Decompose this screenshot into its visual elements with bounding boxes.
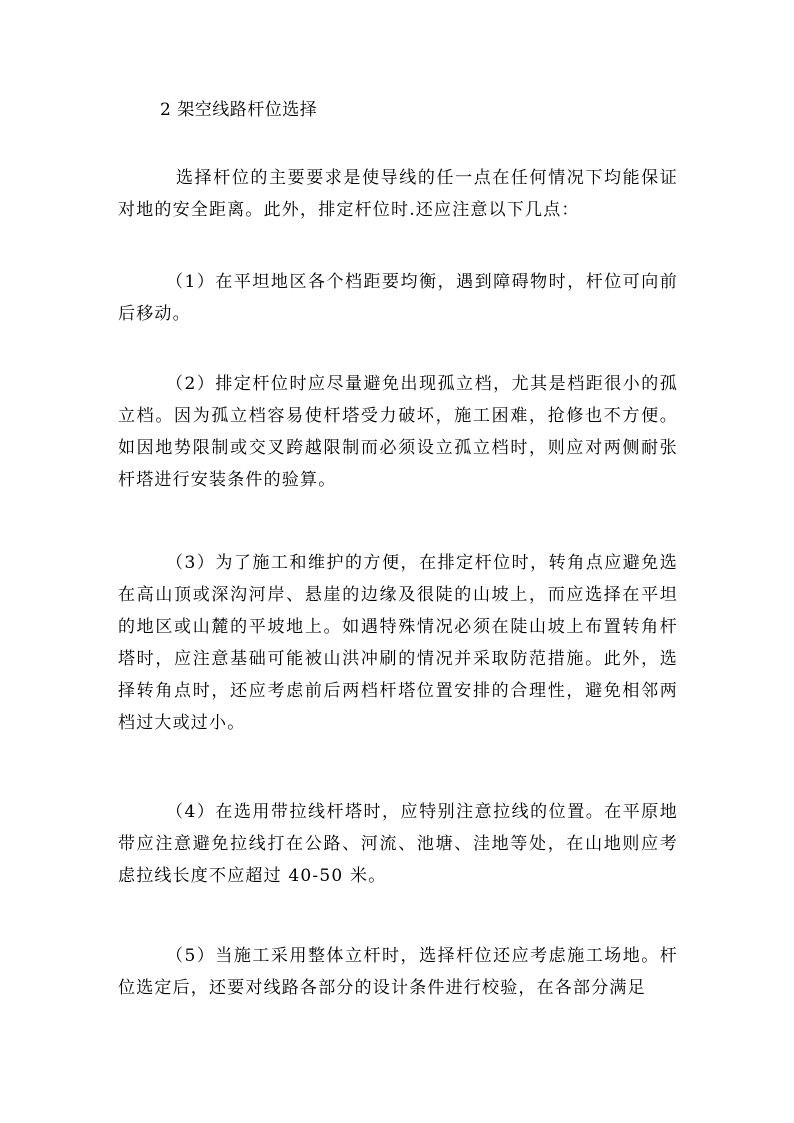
point-5-paragraph: （5）当施工采用整体立杆时，选择杆位还应考虑施工场地。杆位选定后，还要对线路各部分的设计条件进行校验，在各部分满足 — [118, 946, 678, 998]
intro-paragraph: 选择杆位的主要要求是使导线的任一点在任何情况下均能保证对地的安全距离。此外，排定杆位时.还应注意以下几点： — [118, 168, 678, 220]
point-1-paragraph: （1）在平坦地区各个档距要均衡，遇到障碍物时，杆位可向前后移动。 — [118, 272, 678, 324]
point-4-paragraph: （4）在选用带拉线杆塔时，应特别注意拉线的位置。在平原地带应注意避免拉线打在公路、河流、池塘、洼地等处，在山地则应考虑拉线长度不应超过 40-50 米。 — [118, 802, 678, 886]
point-2-paragraph: （2）排定杆位时应尽量避免出现孤立档，尤其是档距很小的孤立档。因为孤立档容易使杆塔受力破坏，施工困难，抢修也不方便。如因地势限制或交叉跨越限制而必须设立孤立档时，则应对两侧耐张杆塔进行安装条件的验算。 — [118, 374, 678, 490]
section-heading: 2 架空线路杆位选择 — [160, 100, 318, 120]
point-3-paragraph: （3）为了施工和维护的方便，在排定杆位时，转角点应避免选在高山顶或深沟河岸、悬崖的边缘及很陡的山坡上，而应选择在平坦的地区或山麓的平坡地上。如遇特殊情况必须在陡山坡上布置转角杆塔时，应注意基础可能被山洪冲刷的情况并采取防范措施。此外，选择转角点时，还应考虑前后两档杆塔位置安排的合理性，避免相邻两档过大或过小。 — [118, 553, 678, 733]
